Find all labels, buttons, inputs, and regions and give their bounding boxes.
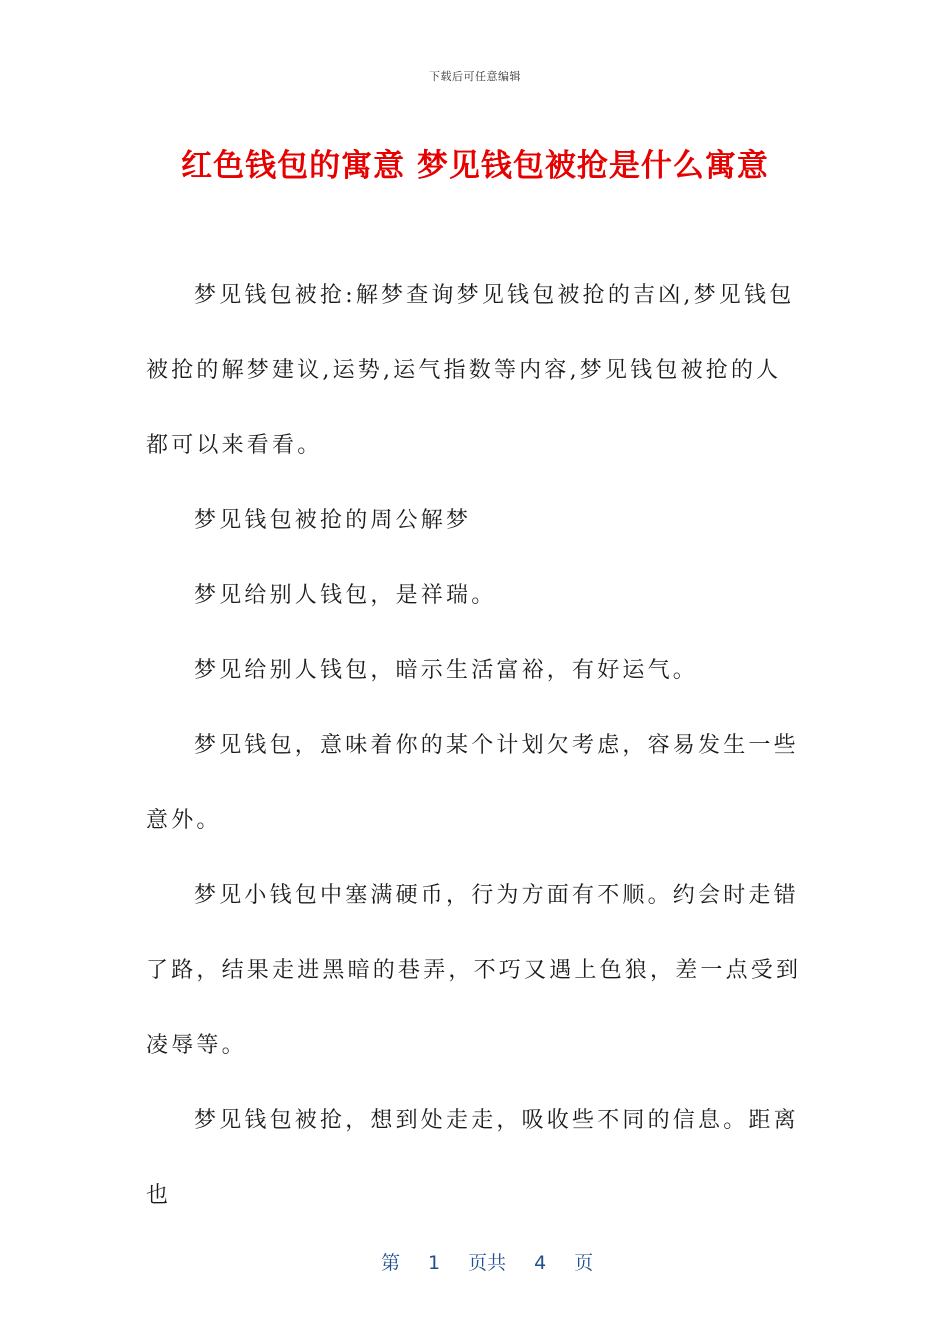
paragraph: 梦见小钱包中塞满硬币，行为方面有不顺。约会时走错了路，结果走进黑暗的巷弄，不巧又遇上色狼，差一点受到凌辱等。 bbox=[146, 883, 802, 1058]
paragraph: 梦见给别人钱包，是祥瑞。 bbox=[194, 583, 497, 608]
header-note: 下载后可任意编辑 bbox=[429, 70, 521, 83]
paragraph: 梦见钱包被抢，想到处走走，吸收些不同的信息。距离也 bbox=[146, 1108, 799, 1208]
footer-suffix: 页 bbox=[574, 1252, 594, 1274]
footer-prefix: 第 bbox=[380, 1252, 400, 1274]
document-body bbox=[146, 258, 806, 1233]
paragraph: 梦见钱包被抢的周公解梦 bbox=[194, 508, 472, 533]
paragraph: 梦见钱包被抢:解梦查询梦见钱包被抢的吉凶,梦见钱包被抢的解梦建议,运势,运气指数等内容,梦见钱包被抢的人都可以来看看。 bbox=[146, 283, 795, 458]
total-pages-number: 4 bbox=[534, 1252, 547, 1274]
paragraph: 梦见钱包，意味着你的某个计划欠考虑，容易发生一些意外。 bbox=[146, 733, 799, 833]
footer-middle: 页共 bbox=[468, 1252, 507, 1274]
page-footer bbox=[0, 1226, 950, 1297]
document-title: 红色钱包的寓意 梦见钱包被抢是什么寓意 bbox=[181, 148, 769, 184]
paragraph: 梦见给别人钱包，暗示生活富裕，有好运气。 bbox=[194, 658, 699, 683]
current-page-number: 1 bbox=[427, 1252, 441, 1274]
